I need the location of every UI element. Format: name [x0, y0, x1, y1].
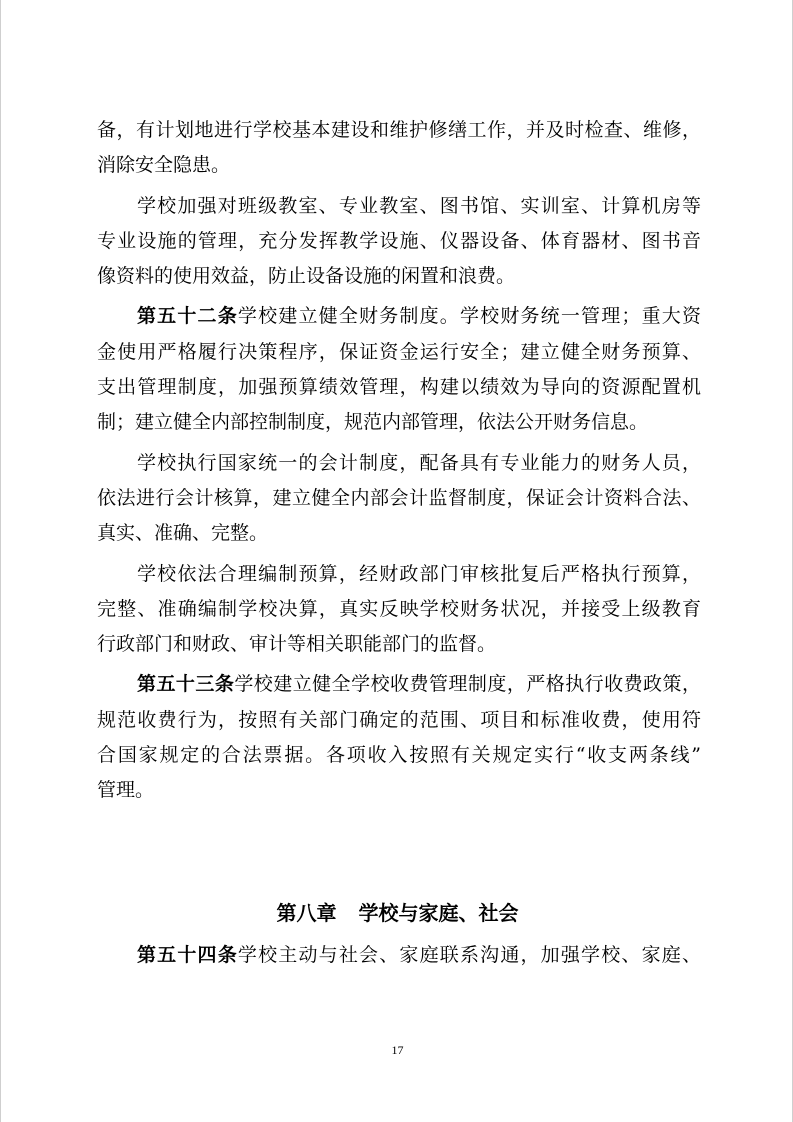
text-line: [97, 299, 701, 334]
body-text: [97, 113, 701, 809]
text-line: 规范收费行为，按照有关部门确定的范围、项目和标准收费，使用符: [97, 708, 701, 731]
paragraph: [97, 189, 701, 295]
paragraph: [97, 557, 701, 663]
text-line: 专业设施的管理，充分发挥教学设施、仪器设备、体育器材、图书音: [97, 229, 701, 252]
text-line: 消除安全隐患。: [97, 154, 231, 177]
text-line: 像资料的使用效益，防止设备设施的闲置和浪费。: [97, 265, 516, 288]
text-line: 完整、准确编制学校决算，真实反映学校财务状况，并接受上级教育: [97, 597, 701, 620]
page-number: 17: [391, 1043, 404, 1057]
paragraph: [97, 446, 701, 552]
paragraph: [97, 113, 701, 184]
article-number: 第五十二条: [137, 305, 238, 328]
text-line: 备，有计划地进行学校基本建设和维护修缮工作，并及时检查、维修，: [97, 119, 701, 141]
article-text: 学校建立健全学校收费管理制度，严格执行收费政策，: [234, 673, 701, 696]
text-line: 学校加强对班级教室、专业教室、图书馆、实训室、计算机房等: [137, 194, 701, 217]
chapter-title: 学校与家庭、社会: [358, 901, 519, 925]
article-number: 第五十四条: [137, 944, 238, 966]
text-line: 合国家规定的合法票据。各项收入按照有关规定实行“收支两条线”: [97, 744, 701, 767]
chapter-number: 第八章: [276, 901, 337, 925]
article-text: 学校建立健全财务制度。学校财务统一管理；重大资: [237, 305, 701, 328]
text-line: 依法进行会计核算，建立健全内部会计监督制度，保证会计资料合法、: [97, 486, 701, 509]
text-line: 金使用严格履行决策程序，保证资金运行安全；建立健全财务预算、: [97, 340, 701, 363]
text-line: 学校依法合理编制预算，经财政部门审核批复后严格执行预算，: [137, 562, 701, 585]
article-53: [97, 667, 701, 808]
article-text: 学校主动与社会、家庭联系沟通，加强学校、家庭、: [237, 944, 701, 966]
text-line: 管理。: [97, 779, 155, 802]
article-number: 第五十三条: [137, 673, 235, 696]
text-line: 真实、准确、完整。: [97, 522, 269, 545]
text-line: [97, 667, 701, 702]
text-line: 制；建立健全内部控制制度，规范内部管理，依法公开财务信息。: [97, 411, 649, 434]
text-line: 学校执行国家统一的会计制度，配备具有专业能力的财务人员，: [137, 451, 701, 474]
article-52: [97, 299, 701, 440]
article-54: [97, 938, 701, 973]
text-line: 行政部门和财政、审计等相关职能部门的监督。: [97, 633, 497, 656]
chapter-heading: [1, 897, 793, 929]
text-line: 支出管理制度，加强预算绩效管理，构建以绩效为导向的资源配置机: [97, 376, 701, 399]
